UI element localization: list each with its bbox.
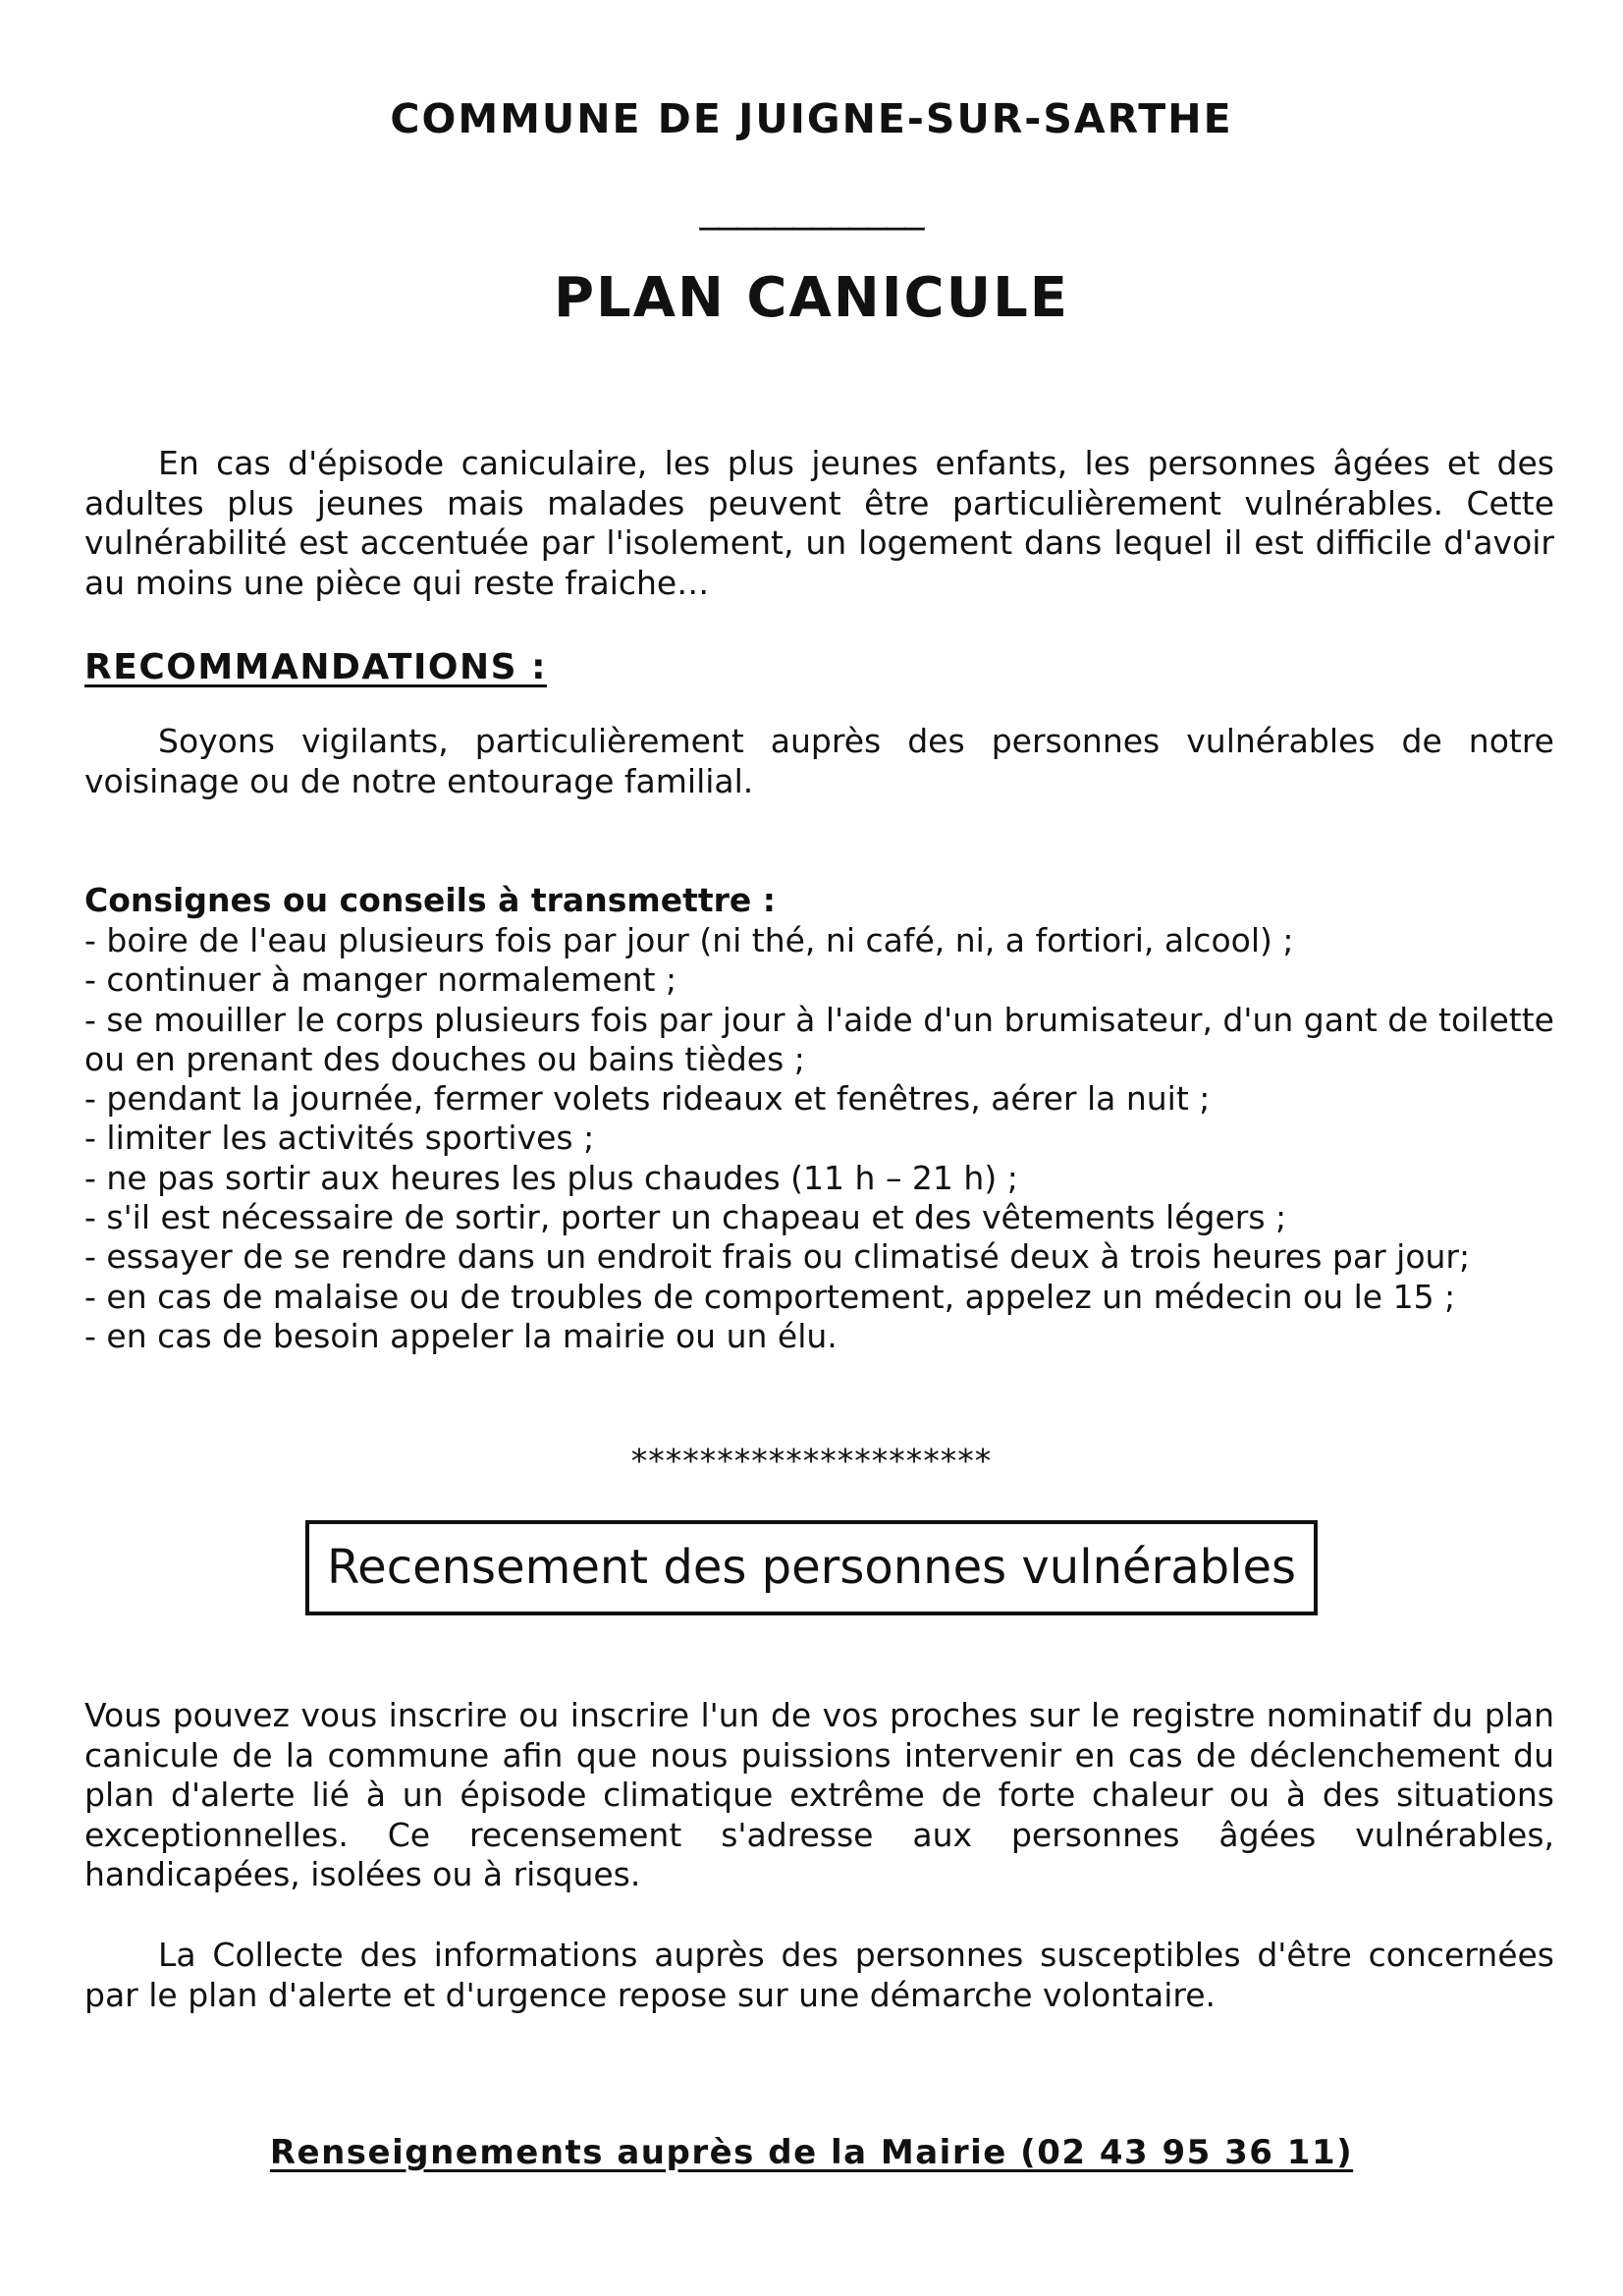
consignes-heading: Consignes ou conseils à transmettre : bbox=[84, 881, 776, 919]
recommandations-paragraph: Soyons vigilants, particulièrement auprès des personnes vulnérables de notre voisinage ou de notre entourage familial. bbox=[84, 722, 1554, 800]
list-item: - continuer à manger normalement ; bbox=[84, 960, 677, 1000]
recommandations-heading: RECOMMANDATIONS : bbox=[84, 647, 547, 687]
intro-paragraph: En cas d'épisode caniculaire, les plus jeunes enfants, les personnes âgées et des adultes plus jeunes mais malades peuvent être particulièrement vulnérables. Cette vulnérabilité est accentuée par l'isolement, un logement dans lequel il est difficile d'avoir au moins une pièce qui reste fraiche… bbox=[84, 444, 1554, 602]
page-title: PLAN CANICULE bbox=[553, 266, 1070, 330]
list-item: - essayer de se rendre dans un endroit frais ou climatisé deux à trois heures par jour; bbox=[84, 1237, 1471, 1277]
list-item: - pendant la journée, fermer volets rideaux et fenêtres, aérer la nuit ; bbox=[84, 1079, 1211, 1119]
consignes-list bbox=[84, 921, 1554, 1356]
list-item: - en cas de malaise ou de troubles de comportement, appelez un médecin ou le 15 ; bbox=[84, 1277, 1456, 1316]
commune-heading: COMMUNE DE JUIGNE-SUR-SARTHE bbox=[390, 95, 1233, 142]
recensement-paragraph: Vous pouvez vous inscrire ou inscrire l'un de vos proches sur le registre nominatif du plan canicule de la commune afin que nous puissions intervenir en cas de déclenchement du plan d'alerte lié à un épisode climatique extrême de forte chaleur ou à des situations exceptionnelles. Ce recensement s'adresse aux personnes âgées vulnérables, handicapées, isolées ou à risques. bbox=[84, 1696, 1554, 1893]
list-item: - se mouiller le corps plusieurs fois par jour à l'aide d'un brumisateur, d'un gant de toilette ou en prenant des douches ou bains tièdes ; bbox=[84, 1000, 1554, 1078]
list-item: - limiter les activités sportives ; bbox=[84, 1119, 595, 1158]
recensement-box-wrapper bbox=[0, 1520, 1623, 1615]
mairie-contact-line: Renseignements auprès de la Mairie (02 43 95 36 11) bbox=[269, 2133, 1354, 2172]
recensement-box-title: Recensement des personnes vulnérables bbox=[305, 1520, 1318, 1615]
list-item: - en cas de besoin appeler la mairie ou un élu. bbox=[84, 1316, 838, 1355]
title-separator: ____________ bbox=[699, 186, 924, 231]
list-item: - s'il est nécessaire de sortir, porter un chapeau et des vêtements légers ; bbox=[84, 1198, 1287, 1237]
star-divider: ********************* bbox=[630, 1442, 993, 1480]
list-item: - boire de l'eau plusieurs fois par jour (ni thé, ni café, ni, a fortiori, alcool) ; bbox=[84, 921, 1294, 959]
list-item: - ne pas sortir aux heures les plus chaudes (11 h – 21 h) ; bbox=[84, 1158, 1018, 1197]
collecte-paragraph: La Collecte des informations auprès des personnes susceptibles d'être concernées par le plan d'alerte et d'urgence repose sur une démarche volontaire. bbox=[84, 1936, 1554, 2014]
